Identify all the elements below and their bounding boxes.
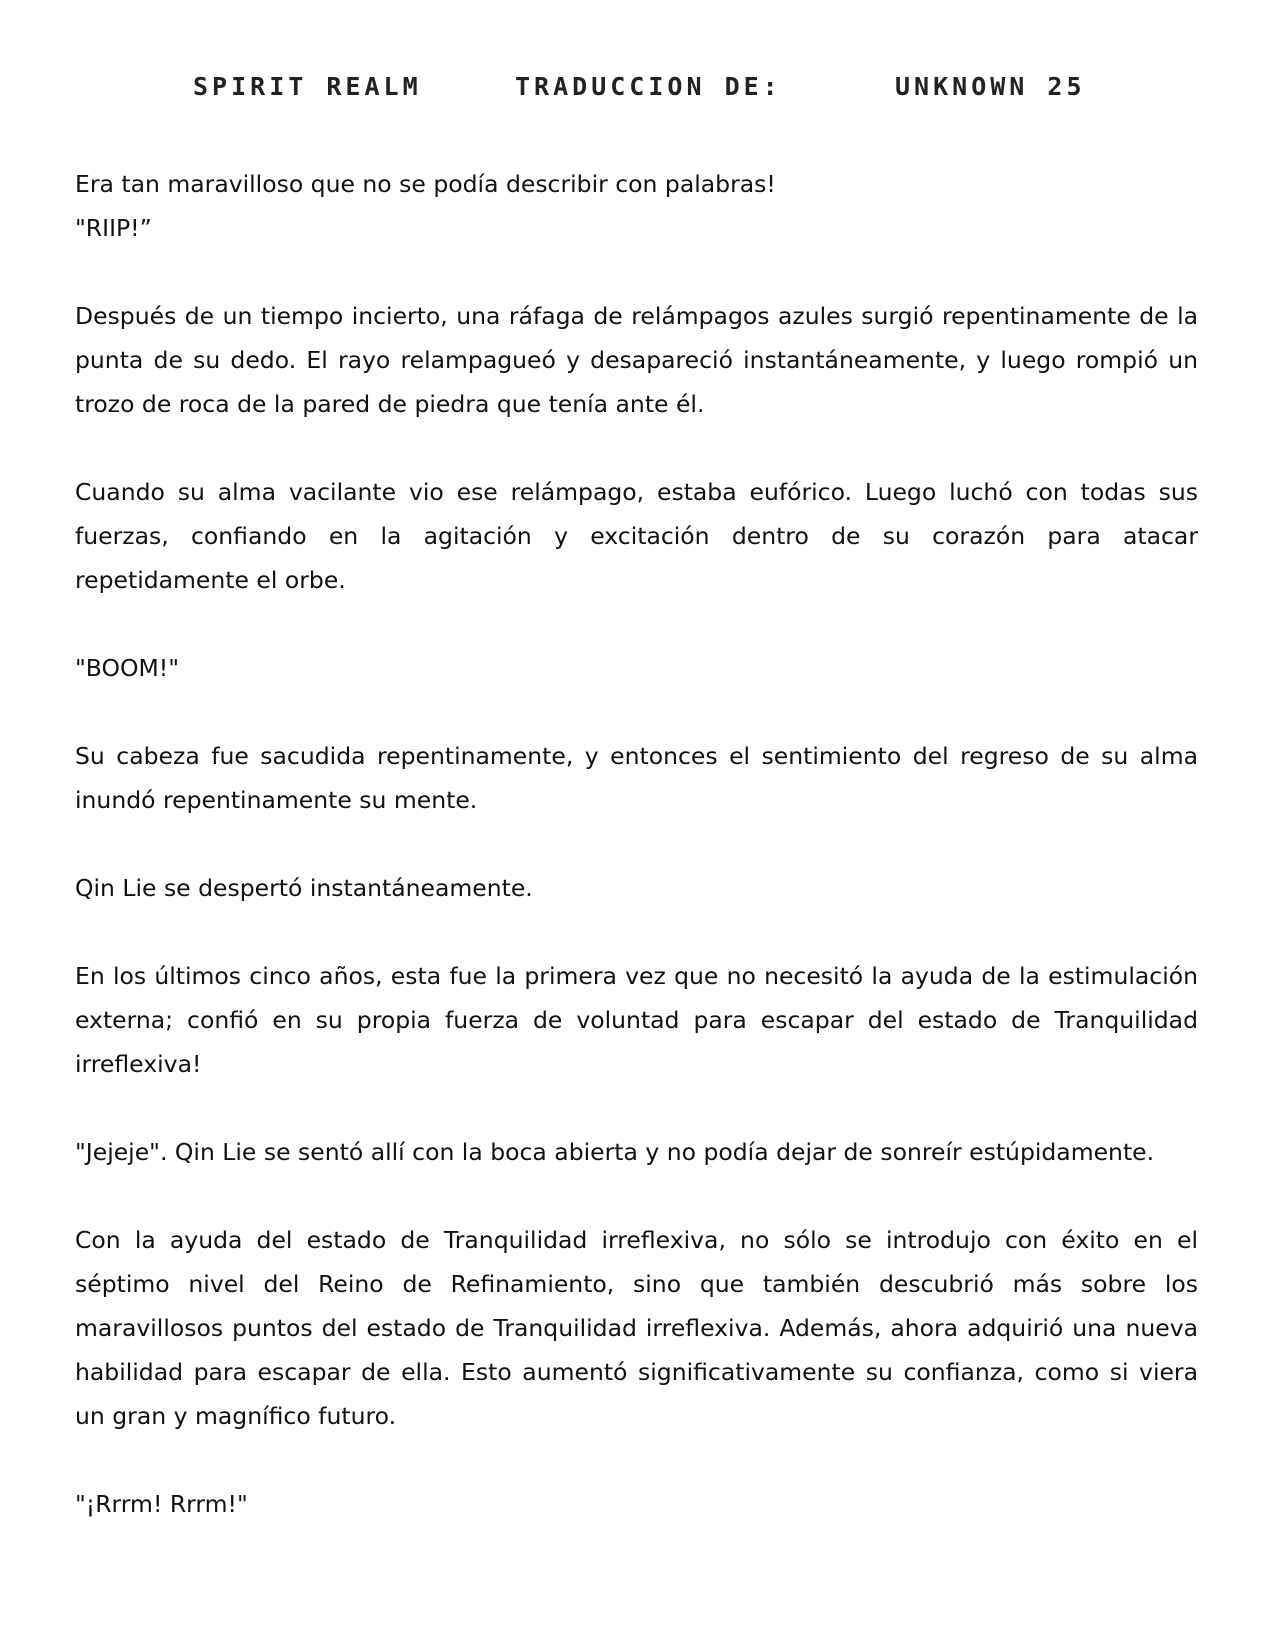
paragraph-7: En los últimos cinco años, esta fue la primera vez que no necesitó la ayuda de la estimulación externa; confió en su propia fuerza de voluntad para escapar del estado de Tranquilidad irreflexiva! bbox=[75, 962, 1198, 1078]
paragraph-line: "RIIP!” bbox=[75, 214, 152, 242]
paragraph-1 bbox=[75, 162, 1198, 250]
header-translator: UNKNOWN 25 bbox=[895, 72, 1086, 101]
document-body bbox=[75, 162, 1198, 1570]
header-translation-label: TRADUCCION DE: bbox=[515, 72, 782, 101]
paragraph-4: "BOOM!" bbox=[75, 654, 180, 682]
paragraph-10: "¡Rrrm! Rrrm!" bbox=[75, 1490, 248, 1518]
paragraph-6: Qin Lie se despertó instantáneamente. bbox=[75, 874, 533, 902]
paragraph-9: Con la ayuda del estado de Tranquilidad irreflexiva, no sólo se introdujo con éxito en el séptimo nivel del Reino de Refinamiento, sino que también descubrió más sobre los maravillosos puntos del estado de Tranquilidad irreflexiva. Además, ahora adquirió una nueva habilidad para escapar de ella. Esto aumentó significativamente su confianza, como si viera un gran y magnífico futuro. bbox=[75, 1226, 1198, 1430]
paragraph-3: Cuando su alma vacilante vio ese relámpago, estaba eufórico. Luego luchó con todas sus fuerzas, confiando en la agitación y excitación dentro de su corazón para atacar repetidamente el orbe. bbox=[75, 478, 1198, 594]
paragraph-8: "Jejeje". Qin Lie se sentó allí con la boca abierta y no podía dejar de sonreír estúpidamente. bbox=[75, 1138, 1155, 1166]
header-title: SPIRIT REALM bbox=[193, 72, 422, 101]
paragraph-2: Después de un tiempo incierto, una ráfaga de relámpagos azules surgió repentinamente de la punta de su dedo. El rayo relampagueó y desapareció instantáneamente, y luego rompió un trozo de roca de la pared de piedra que tenía ante él. bbox=[75, 302, 1198, 418]
paragraph-line: Era tan maravilloso que no se podía describir con palabras! bbox=[75, 170, 776, 198]
paragraph-5: Su cabeza fue sacudida repentinamente, y entonces el sentimiento del regreso de su alma inundó repentinamente su mente. bbox=[75, 742, 1198, 814]
page-header bbox=[0, 72, 1275, 112]
